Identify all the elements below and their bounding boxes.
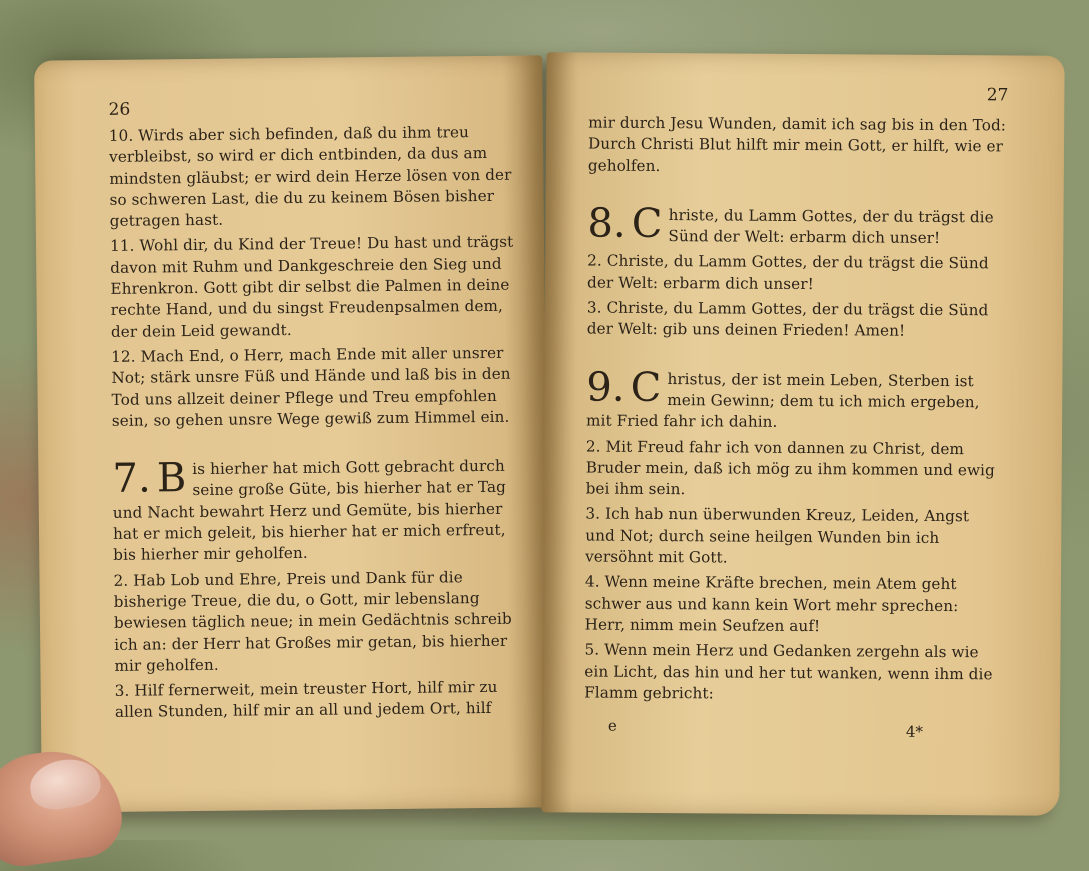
verse-10: 10. Wirds aber sich befinden, daß du ihm treu verbleibst, so wird er dich entbinden, da dus am mindsten gläubst; er wird dein Herze lösen von der so schweren Last, die du zu keinem Bösen bisher getragen hast.: [108, 123, 512, 231]
hymn-8-initial: C: [631, 200, 663, 247]
right-page-number: 27: [986, 85, 1009, 106]
hymn-8: [586, 200, 1006, 343]
hymn-8-verse-3: 3. Christe, du Lamm Gottes, der du trägst die Sünd der Welt: gib uns deinen Frieden! Amen!: [586, 298, 989, 341]
left-page-number: 26: [108, 99, 131, 120]
hymn-9-number: 9.: [586, 364, 625, 411]
right-page-text: [584, 112, 1006, 710]
right-page: [541, 52, 1064, 816]
hymn-9-first-text: hristus, der ist mein Leben, Sterben ist mein Gewinn; dem tu ich mich ergeben, mit Fried fahr ich dahin.: [586, 369, 980, 432]
hymn-7-verse-3: 3. Hilf fernerweit, mein treuster Hort, hilf mir zu allen Stunden, hilf mir an all und jedem Ort, hilf: [114, 677, 498, 722]
hymn-7-number: 7.: [112, 455, 152, 503]
hymn-9-verse-4: 4. Wenn meine Kräfte brechen, mein Atem geht schwer aus und kann kein Wort mehr sprechen: Herr, nimm mein Seufzen auf!: [584, 572, 959, 636]
signature-mark: 4*: [905, 722, 924, 741]
verse-12: 12. Mach End, o Herr, mach Ende mit aller unsrer Not; stärk unsre Füß und Hände und laß bis in den Tod uns allzeit deiner Pflege und Treu empfohlen sein, so gehen unsre Wege gewiß zum Himmel ein.: [111, 343, 511, 430]
verse-11: 11. Wohl dir, du Kind der Treue! Du hast und trägst davon mit Ruhm und Dankgeschreie den Sieg und Ehrenkron. Gott gibt dir selbst die Palmen in deine rechte Hand, und du singst Freudenpsalmen dem, der dein Leid gewandt.: [109, 233, 514, 341]
hymn-9-verse-3: 3. Ich hab nun überwunden Kreuz, Leiden, Angst und Not; durch seine heilgen Wunden bin ich versöhnt mit Gott.: [585, 504, 970, 567]
hymn-7-continuation: mir durch Jesu Wunden, damit ich sag bis in den Tod: Durch Christi Blut hilft mir mein Gott, er hilft, wie er geholfen.: [587, 113, 1007, 175]
hymn-9-initial: C: [630, 364, 662, 411]
hymn-8-first-text: hriste, du Lamm Gottes, der du trägst die Sünd der Welt: erbarm dich unser!: [668, 205, 994, 248]
hymn-7-first-text: is hierher hat mich Gott gebracht durch seine große Güte, bis hierher hat er Tag und Nacht bewahrt Herz und Gemüte, bis hierher hat er mich geleit, bis hierher hat er mich erfreut, bis hierher mir geholfen.: [112, 456, 507, 565]
hymn-9-verse-5: 5. Wenn mein Herz und Gedanken zergehn als wie ein Licht, das hin und her tut wanken, wenn ihm die Flamm gebricht:: [584, 640, 993, 703]
hymn-8-verse-2: 2. Christe, du Lamm Gottes, der du trägst die Sünd der Welt: erbarm dich unser!: [586, 251, 989, 293]
left-page-text: [109, 122, 525, 728]
hymn-9: [584, 364, 1004, 706]
hymn-9-first-verse: [586, 364, 1004, 435]
hymn-7: [112, 456, 525, 724]
left-page: [34, 55, 550, 812]
hymn-8-first-verse: [587, 200, 1005, 250]
hymn-9-verse-2: 2. Mit Freud fahr ich von dannen zu Christ, dem Bruder mein, daß ich mög zu ihm kommen und ewig bei ihm sein.: [585, 437, 995, 499]
hymn-7-verse-2: 2. Hab Lob und Ehre, Preis und Dank für die bisherige Treue, die du, o Gott, mir lebenslang bewiesen täglich neue; in mein Gedächtnis schreib ich an: der Herr hat Großes mir getan, bis hierher mir geholfen.: [113, 567, 512, 675]
hymn-7-first-verse: [112, 456, 523, 567]
hymn-7-initial: B: [156, 455, 187, 502]
footer-mark: e: [607, 716, 617, 735]
hymn-8-number: 8.: [587, 200, 626, 247]
